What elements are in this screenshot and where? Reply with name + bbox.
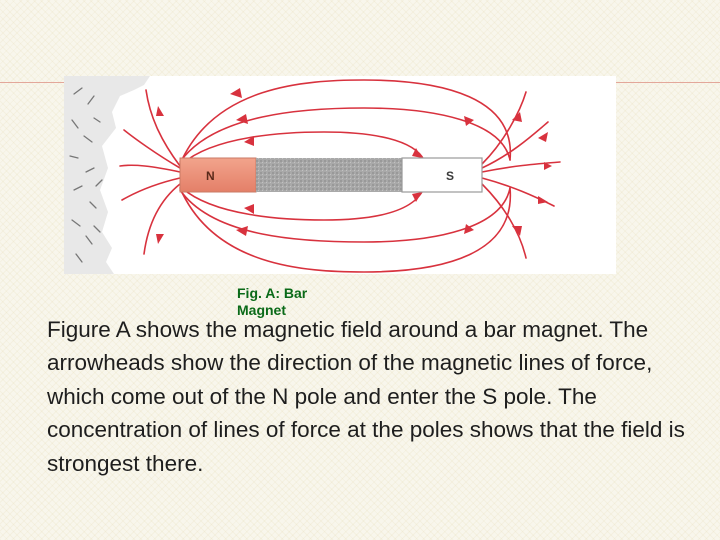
top-right-rule — [615, 82, 720, 83]
south-pole-label: S — [446, 169, 455, 183]
magnetic-field-diagram — [64, 76, 616, 274]
north-pole-label: N — [206, 169, 215, 183]
north-pole — [180, 158, 256, 192]
figure-caption: Fig. A: Bar Magnet — [237, 285, 308, 318]
body-paragraph: Figure A shows the magnetic field around a bar magnet. The arrowheads show the direction of the magnetic lines of force, which come out of the N pole and enter the S pole. The concentration of lines of force at the poles shows that the field is strongest there. — [47, 317, 685, 476]
bar-magnet — [180, 158, 482, 192]
top-left-rule — [0, 82, 65, 83]
magnet-body — [256, 158, 402, 192]
south-pole — [402, 158, 482, 192]
bar-magnet-figure — [64, 76, 616, 274]
iron-filings-icon — [64, 76, 150, 274]
